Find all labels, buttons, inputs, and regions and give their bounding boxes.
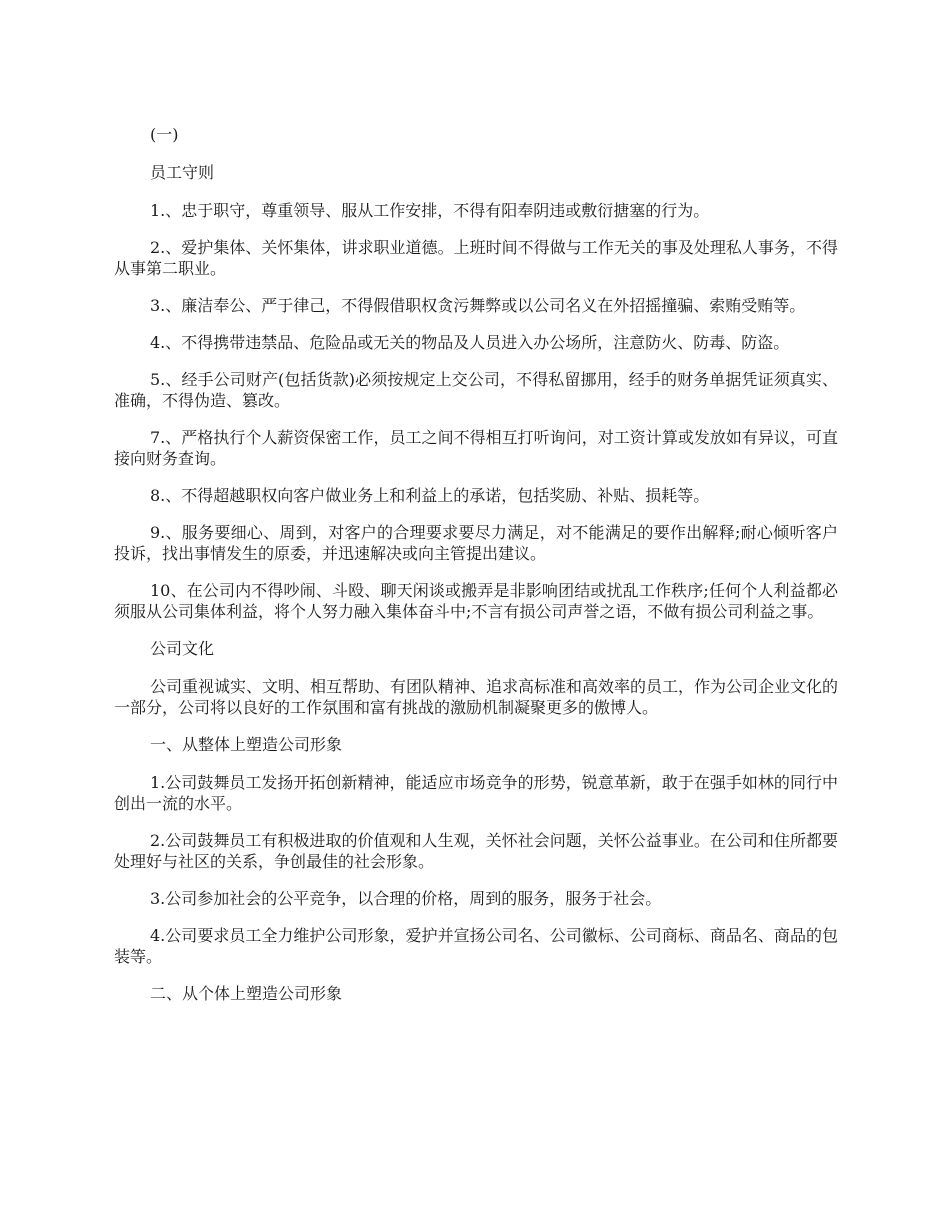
image-paragraph: 2.公司鼓舞员工有积极进取的价值观和人生观，关怀社会问题，关怀公益事业。在公司和住所都要处理好与社区的关系，争创最佳的社会形象。 [114, 831, 838, 871]
section-number: (一) [150, 125, 179, 144]
rule-paragraph: 1.、忠于职守，尊重领导、服从工作安排，不得有阳奉阴违或敷衍搪塞的行为。 [150, 201, 710, 220]
rule-paragraph: 4.、不得携带违禁品、危险品或无关的物品及人员进入办公场所，注意防火、防毒、防盗。 [150, 333, 790, 352]
section-title-company-culture: 公司文化 [150, 639, 215, 658]
culture-paragraph: 公司重视诚实、文明、相互帮助、有团队精神、追求高标准和高效率的员工，作为公司企业文化的一部分，公司将以良好的工作氛围和富有挑战的激励机制凝聚更多的傲博人。 [114, 677, 839, 717]
document-body [114, 124, 838, 1021]
image-paragraph: 1.公司鼓舞员工发扬开拓创新精神，能适应市场竞争的形势，锐意革新，敢于在强手如林的同行中创出一流的水平。 [114, 773, 838, 813]
subsection-title-overall-image: 一、从整体上塑造公司形象 [150, 735, 343, 754]
subsection-title-individual-image: 二、从个体上塑造公司形象 [150, 984, 343, 1003]
section-title-employee-rules: 员工守则 [150, 163, 215, 182]
rule-paragraph: 8.、不得超越职权向客户做业务上和利益上的承诺，包括奖励、补贴、损耗等。 [150, 486, 710, 505]
rule-paragraph: 7.、严格执行个人薪资保密工作，员工之间不得相互打听询问，对工资计算或发放如有异议，可直接向财务查询。 [114, 428, 838, 468]
rule-paragraph: 3.、廉洁奉公、严于律己，不得假借职权贪污舞弊或以公司名义在外招摇撞骗、索贿受贿等。 [150, 296, 806, 315]
image-paragraph: 4.公司要求员工全力维护公司形象，爱护并宣扬公司名、公司徽标、公司商标、商品名、商品的包装等。 [114, 926, 838, 966]
rule-paragraph: 9.、服务要细心、周到，对客户的合理要求要尽力满足，对不能满足的要作出解释;耐心倾听客户投诉，找出事情发生的原委，并迅速解决或向主管提出建议。 [114, 523, 838, 563]
rule-paragraph: 5.、经手公司财产(包括货款)必须按规定上交公司，不得私留挪用，经手的财务单据凭证须真实、准确，不得伪造、篡改。 [114, 370, 838, 410]
image-paragraph: 3.公司参加社会的公平竞争，以合理的价格，周到的服务，服务于社会。 [150, 889, 662, 908]
rule-paragraph: 10、在公司内不得吵闹、斗殴、聊天闲谈或搬弄是非影响团结或扰乱工作秩序;任何个人利益都必须服从公司集体利益，将个人努力融入集体奋斗中;不言有损公司声誉之语，不做有损公司利益之事。 [114, 581, 838, 621]
rule-paragraph: 2.、爱护集体、关怀集体，讲求职业道德。上班时间不得做与工作无关的事及处理私人事务，不得从事第二职业。 [114, 238, 838, 278]
